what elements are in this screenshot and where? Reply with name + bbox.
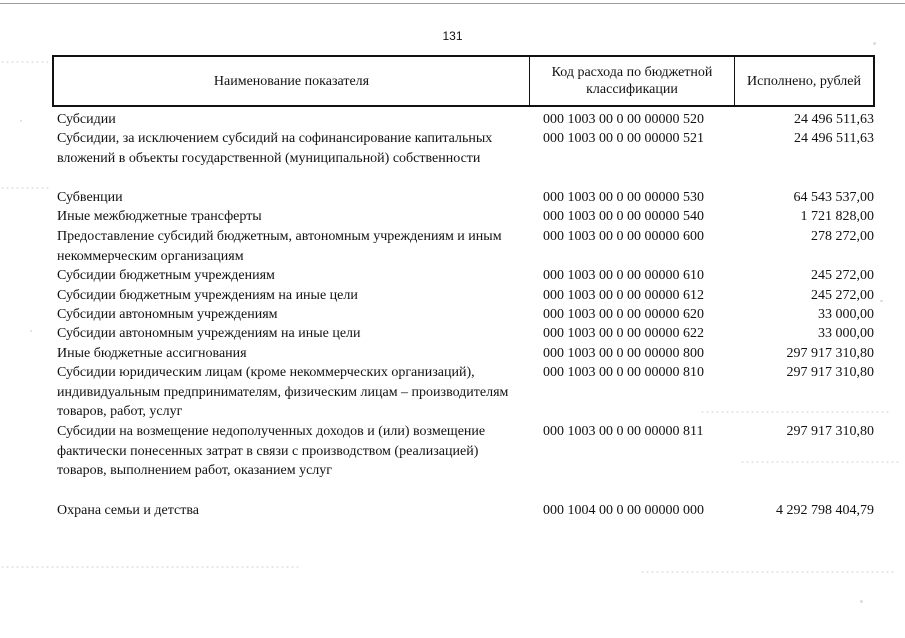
header-executed-cell: Исполнено, рублей [747,73,861,89]
scan-speck [30,330,32,332]
row-name: Субсидии бюджетным учреждениям [57,268,275,283]
row-code: 000 1003 00 0 00 00000 521 [543,131,704,146]
row-name: Предоставление субсидий бюджетным, автономным учреждениям и иным некоммерческим организациям [57,229,502,264]
row-name: Субсидии юридическим лицам (кроме некоммерческих организаций), индивидуальным предпринимателям, физическим лицам – производителям товаров, работ, услуг [57,365,509,419]
table-header [52,55,875,107]
row-amount: 64 543 537,00 [793,190,874,205]
row-code: 000 1003 00 0 00 00000 600 [543,229,704,244]
scan-noise [0,60,48,63]
row-amount: 245 272,00 [811,288,874,303]
row-code: 000 1003 00 0 00 00000 810 [543,365,704,380]
row-amount: 33 000,00 [818,326,874,341]
row-amount: 297 917 310,80 [786,346,874,361]
scan-noise [0,186,50,189]
row-amount: 1 721 828,00 [800,209,874,224]
row-code: 000 1003 00 0 00 00000 811 [543,424,704,439]
row-code: 000 1003 00 0 00 00000 530 [543,190,704,205]
page-top-edge [0,3,905,4]
scan-noise [640,570,895,573]
row-code: 000 1003 00 0 00 00000 610 [543,268,704,283]
row-name: Субсидии бюджетным учреждениям на иные цели [57,288,358,303]
row-name: Субсидии, за исключением субсидий на софинансирование капитальных вложений в объекты государственной (муниципальной) собственности [57,131,493,166]
scan-speck [860,600,863,603]
row-code: 000 1003 00 0 00 00000 520 [543,112,704,127]
scan-speck [880,300,883,302]
row-name: Субвенции [57,190,123,205]
row-amount: 24 496 511,63 [794,112,874,127]
scan-noise [700,410,890,413]
scan-speck [20,120,22,122]
row-amount: 24 496 511,63 [794,131,874,146]
row-amount: 297 917 310,80 [786,365,874,380]
row-code: 000 1003 00 0 00 00000 620 [543,307,704,322]
row-code: 000 1003 00 0 00 00000 612 [543,288,704,303]
row-name: Субсидии на возмещение недополученных доходов и (или) возмещение фактически понесенных затрат в связи с производством (реализацией) товаров, выполнением работ, оказанием услуг [57,424,486,478]
row-name: Охрана семьи и детства [57,503,199,518]
scan-noise [0,565,300,568]
scan-noise [740,460,900,463]
scan-speck [873,42,876,45]
row-code: 000 1004 00 0 00 00000 000 [543,503,704,518]
row-name: Субсидии автономным учреждениям на иные цели [57,326,361,341]
row-amount: 33 000,00 [818,307,874,322]
header-code-cell: Код расхода по бюджетной классификации [530,57,735,105]
row-amount: 297 917 310,80 [786,424,874,439]
row-amount: 245 272,00 [811,268,874,283]
row-code: 000 1003 00 0 00 00000 622 [543,326,704,341]
row-amount: 4 292 798 404,79 [776,503,874,518]
row-name: Субсидии автономным учреждениям [57,307,278,322]
page-number: 131 [442,29,463,43]
row-code: 000 1003 00 0 00 00000 800 [543,346,704,361]
row-name: Иные бюджетные ассигнования [57,346,247,361]
row-amount: 278 272,00 [811,229,874,244]
row-name: Иные межбюджетные трансферты [57,209,262,224]
row-name: Субсидии [57,112,116,127]
header-name-cell: Наименование показателя [54,57,530,105]
row-code: 000 1003 00 0 00 00000 540 [543,209,704,224]
